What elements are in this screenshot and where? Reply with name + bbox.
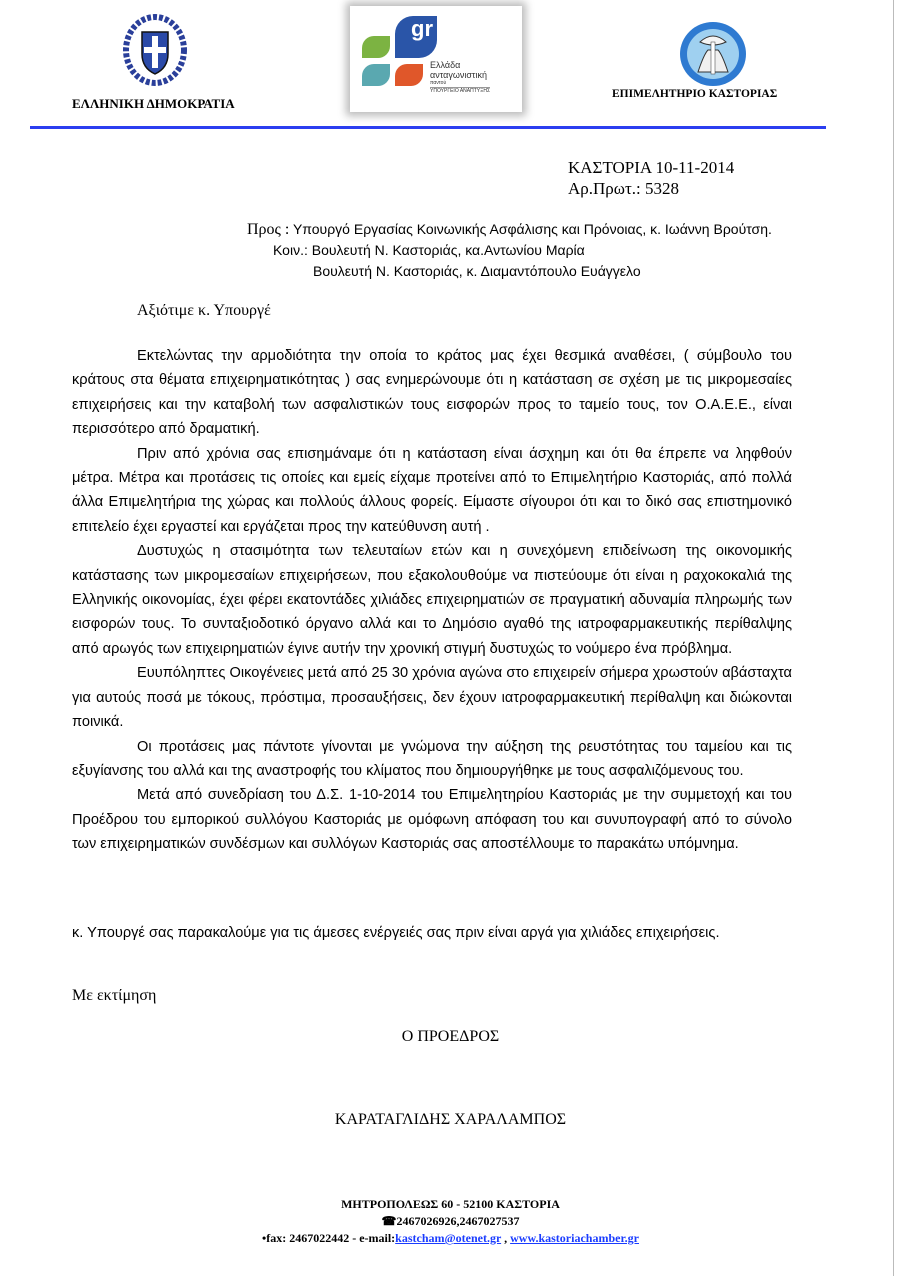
gr-mark: gr <box>395 16 437 58</box>
date-line: ΚΑΣΤΟΡΙΑ 10-11-2014 <box>568 158 735 177</box>
website-link[interactable]: www.kastoriachamber.gr <box>510 1231 639 1245</box>
cc-label: Κοιν.: <box>273 242 308 258</box>
footer-separator: , <box>501 1231 511 1245</box>
email-link[interactable]: kastcham@otenet.gr <box>395 1231 502 1245</box>
greek-republic-label: ΕΛΛΗΝΙΚΗ ΔΗΜΟΚΡΑΤΙΑ <box>72 96 235 111</box>
closing-request: κ. Υπουργέ σας παρακαλούμε για τις άμεσες ενέργειές σας πριν είναι αργά για χιλιάδες επιχειρήσεις. <box>72 925 720 941</box>
cc-recipient-1: Βουλευτή Ν. Καστοριάς, κα.Αντωνίου Μαρία <box>311 242 585 258</box>
logo-line3: παντού <box>430 80 447 86</box>
greeting: Αξιότιμε κ. Υπουργέ <box>137 302 271 319</box>
logo-line2: ανταγωνιστική <box>430 70 487 80</box>
footer-phones: 2467026926,2467027537 <box>396 1214 520 1228</box>
paragraph: Εκτελώντας την αρμοδιότητα την οποία το κράτος μας έχει θεσμικά αναθέσει, ( σύμβουλο του κράτους στα θέματα επιχειρηματικότητας ) σας ενημερώνουμε ότι η κατάσταση σε σχέση με τις μικρομεσαίες επιχειρήσεις και την καταβολή των ασφαλιστικών τους εισφορών προς το ταμείο τους, τον Ο.Α.Ε.Ε., είναι περισσότερο από δραματική. <box>72 348 792 438</box>
paragraph: Πριν από χρόνια σας επισημάναμε ότι η κατάσταση είναι άσχημη και ότι θα έπρεπε να ληφθούν μέτρα. Μέτρα και προτάσεις τις οποίες και εμείς είχαμε προτείνει από το Επιμελητήριο Καστοριάς, από πολλά άλλα Επιμελητήρια της χώρας και πολλούς άλλους φορείς. Είμαστε σίγουροι ότι και το δικό σας επιστημονικό επιτελείο έχει εργαστεί και εργάζεται προς την κατεύθυνση αυτή . <box>72 445 792 535</box>
logo-line1: Ελλάδα <box>430 60 461 70</box>
footer-contact-line <box>0 1230 901 1247</box>
to-label: Προς : <box>247 221 290 238</box>
paragraph: Δυστυχώς η στασιμότητα των τελευταίων ετών και η συνεχόμενη επιδείνωση της οικονομικής κατάστασης των μικρομεσαίων επιχειρήσεων, που εξακολουθούμε να πιστεύουμε ότι είναι η ραχοκοκαλιά της Ελληνικής οικονομίας, έχει φέρει εκατοντάδες χιλιάδες επιχειρηματιών σε πραγματική αδυναμία πληρωμής των εισφορών τους. Το συνταξιοδοτικό όργανο αλλά και το Δημόσιο αγαθό της ιατροφαρμακευτικής περίθαλψης από αρωγός των επιχειρηματιών έγινε αυτήν την χρονική στιγμή δυστυχώς το νούμερο ένα πρόβλημα. <box>72 543 792 657</box>
signer-title: Ο ΠΡΟΕΔΡΟΣ <box>401 1028 500 1045</box>
phone-icon: ☎ <box>381 1214 397 1228</box>
paragraph: Ευυπόληπτες Οικογένειες μετά από 25 30 χρόνια αγώνα στο επιχειρείν σήμερα χρωστούν αβάσταχτα για αυτούς ποσά με τόκους, πρόστιμα, προσαυξήσεις, δεν έχουν ιατροφαρμακευτική περίθαλψη και διώκονται ποινικά. <box>72 665 792 731</box>
closing-request-block <box>72 921 792 945</box>
letter-body <box>72 344 792 857</box>
header-divider <box>30 126 826 129</box>
logo-line4: ΥΠΟΥΡΓΕΙΟ ΑΝΑΠΤΥΞΗΣ <box>430 88 491 94</box>
paragraph: Οι προτάσεις μας πάντοτε γίνονται με γνώμονα την αύξηση της ρευστότητας του ταμείου και τις εξυγίανσης του αλλά και της αναστροφής του κλίματος που δημιουργήθηκε με τους ασφαλιζόμενους του. <box>72 738 792 779</box>
greek-emblem-logo <box>122 14 188 86</box>
greece-competitive-logo <box>350 6 522 112</box>
to-recipient: Υπουργό Εργασίας Κοινωνικής Ασφάλισης και Πρόνοιας, κ. Ιωάννη Βρούτση. <box>292 221 772 237</box>
sign-off: Με εκτίμηση <box>72 987 157 1004</box>
footer-address: ΜΗΤΡΟΠΟΛΕΩΣ 60 - 52100 ΚΑΣΤΟΡΙΑ <box>341 1197 560 1211</box>
footer-phones-line <box>0 1213 901 1230</box>
page-edge <box>893 0 894 1276</box>
paragraph: Μετά από συνεδρίαση του Δ.Σ. 1-10-2014 του Επιμελητηρίου Καστοριάς με την συμμετοχή και του Προέδρου του εμπορικού συλλόγου Καστοριάς με ομόφωνη απόφαση του και συνυπογραφή από το σύνολο των επιχειρηματικών συνδέσμων και συλλόγων Καστοριάς σας αποστέλλουμε το παρακάτω υπόμνημα. <box>72 787 792 853</box>
protocol-number: Αρ.Πρωτ.: 5328 <box>568 179 680 198</box>
kastoria-chamber-emblem <box>678 20 748 88</box>
kastoria-chamber-label: ΕΠΙΜΕΛΗΤΗΡΙΟ ΚΑΣΤΟΡΙΑΣ <box>612 88 778 100</box>
signer-name: ΚΑΡΑΤΑΓΛΙΔΗΣ ΧΑΡΑΛΑΜΠΟΣ <box>334 1111 567 1128</box>
cc-recipient-2: Βουλευτή Ν. Καστοριάς, κ. Διαμαντόπουλο Ευάγγελο <box>313 263 641 279</box>
footer-fax: •fax: 2467022442 - e-mail: <box>262 1231 396 1245</box>
